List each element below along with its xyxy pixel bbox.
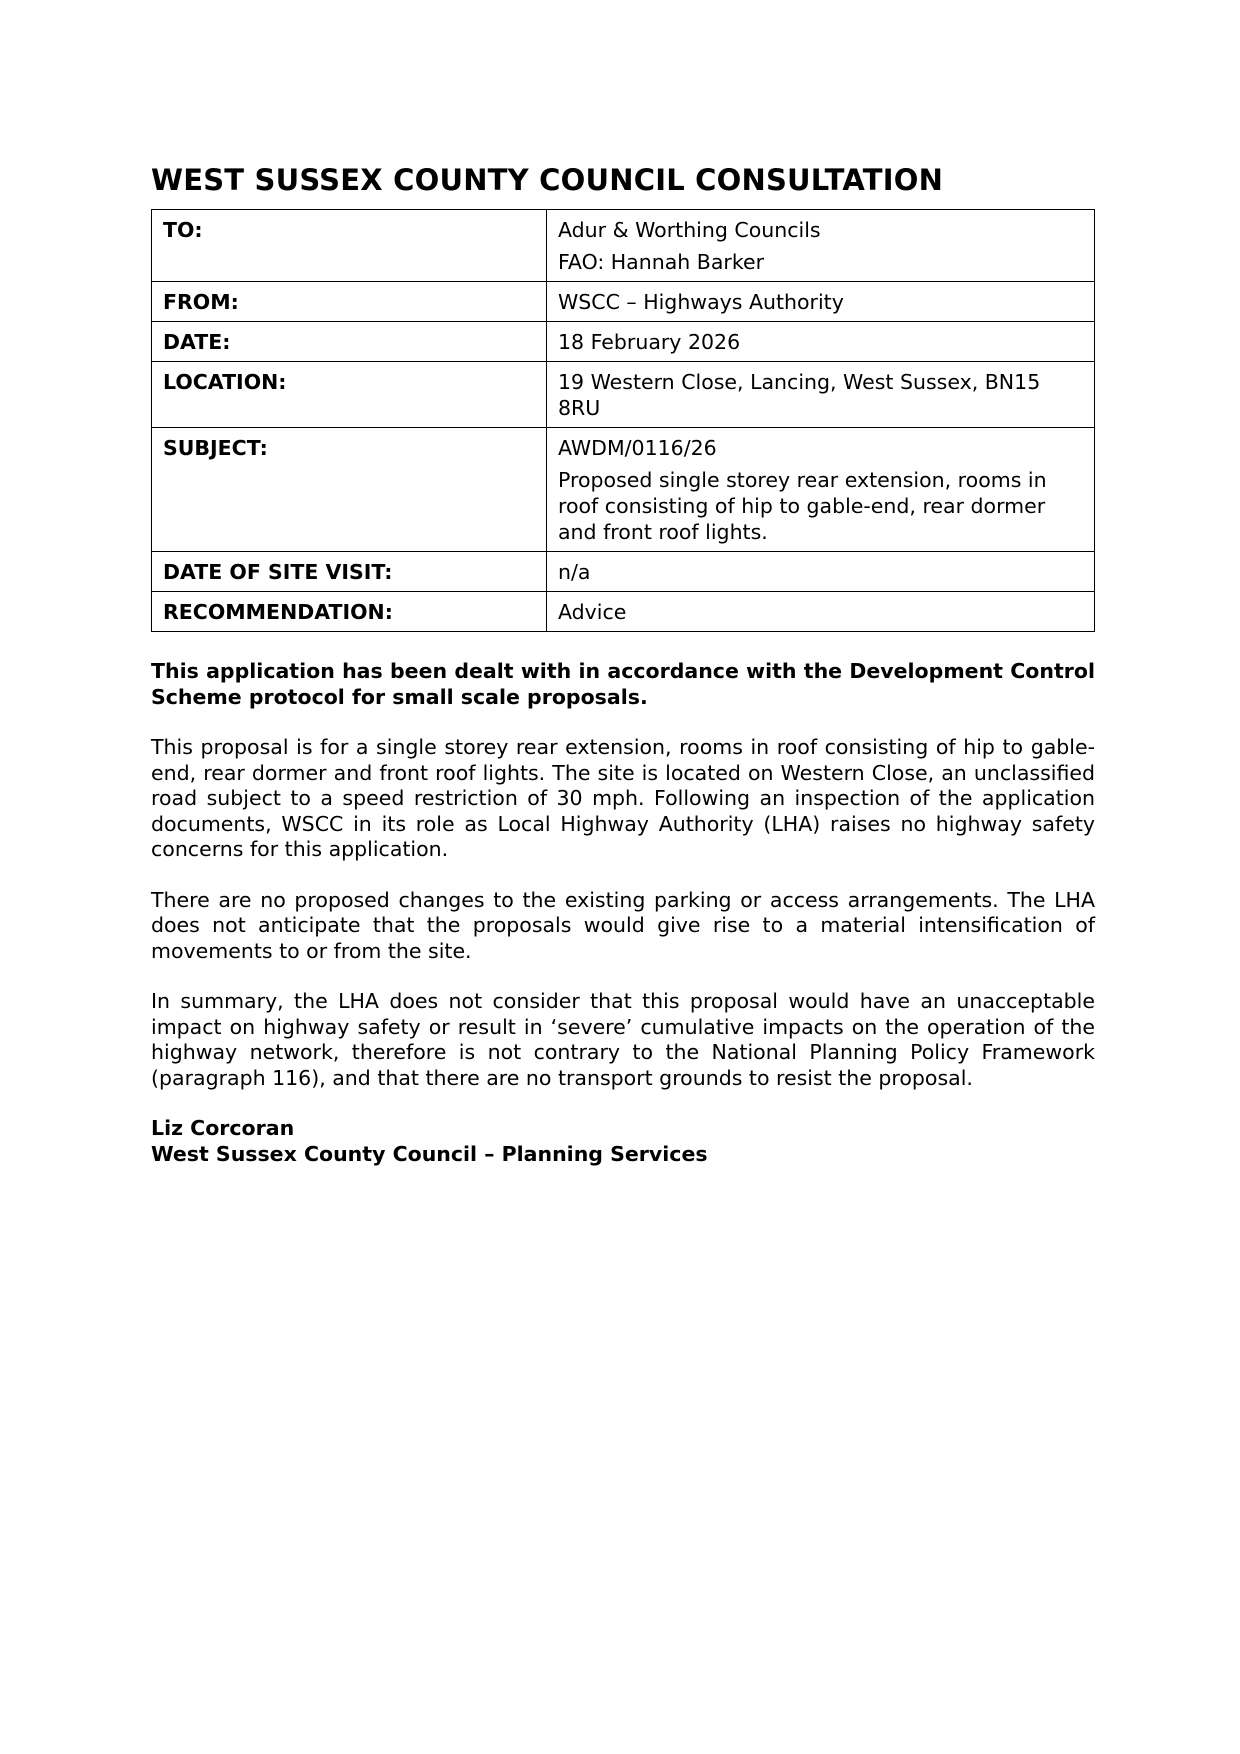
to-recipient: Adur & Worthing Councils (558, 218, 821, 242)
signatory-organisation: West Sussex County Council – Planning Services (151, 1141, 708, 1166)
signature-block (151, 1116, 1095, 1167)
protocol-statement: This application has been dealt with in accordance with the Development Control Scheme protocol for small scale proposals. (151, 659, 1095, 709)
subject-reference: AWDM/0116/26 (558, 436, 717, 460)
subject-description: Proposed single storey rear extension, rooms in roof consisting of hip to gable-end, rear dormer and front roof lights. (558, 468, 1047, 544)
row-to (152, 210, 1095, 282)
to-fao: FAO: Hannah Barker (558, 250, 765, 274)
date-value: 18 February 2026 (547, 322, 1095, 362)
site-visit-label: DATE OF SITE VISIT: (152, 552, 547, 592)
paragraph-summary: In summary, the LHA does not consider that this proposal would have an unacceptable impact on highway safety or result in ‘severe’ cumulative impacts on the operation of the highway network, therefore is not contrary to the National Planning Policy Framework (paragraph 116), and that there are no transport grounds to resist the proposal. (151, 989, 1095, 1090)
recommendation-label: RECOMMENDATION: (152, 592, 547, 632)
from-value: WSCC – Highways Authority (547, 282, 1095, 322)
row-site-visit (152, 552, 1095, 592)
date-label: DATE: (152, 322, 547, 362)
row-recommendation (152, 592, 1095, 632)
to-label: TO: (152, 210, 547, 282)
from-label: FROM: (152, 282, 547, 322)
location-value: 19 Western Close, Lancing, West Sussex, BN15 8RU (547, 362, 1095, 428)
row-subject (152, 428, 1095, 552)
subject-value (547, 428, 1095, 552)
subject-label: SUBJECT: (152, 428, 547, 552)
paragraph-proposal: This proposal is for a single storey rear extension, rooms in roof consisting of hip to gable-end, rear dormer and front roof lights. The site is located on Western Close, an unclassified road subject to a speed restriction of 30 mph. Following an inspection of the application documents, WSCC in its role as Local Highway Authority (LHA) raises no highway safety concerns for this application. (151, 735, 1095, 861)
row-date (152, 322, 1095, 362)
signatory-name: Liz Corcoran (151, 1116, 295, 1140)
recommendation-value: Advice (547, 592, 1095, 632)
consultation-header-table (151, 209, 1095, 632)
row-location (152, 362, 1095, 428)
response-body (151, 659, 1095, 1091)
document-title: WEST SUSSEX COUNTY COUNCIL CONSULTATION (151, 163, 944, 197)
paragraph-parking: There are no proposed changes to the existing parking or access arrangements. The LHA does not anticipate that the proposals would give rise to a material intensification of movements to or from the site. (151, 887, 1095, 963)
location-label: LOCATION: (152, 362, 547, 428)
site-visit-value: n/a (547, 552, 1095, 592)
row-from (152, 282, 1095, 322)
to-value (547, 210, 1095, 282)
document-page (151, 160, 1095, 1167)
